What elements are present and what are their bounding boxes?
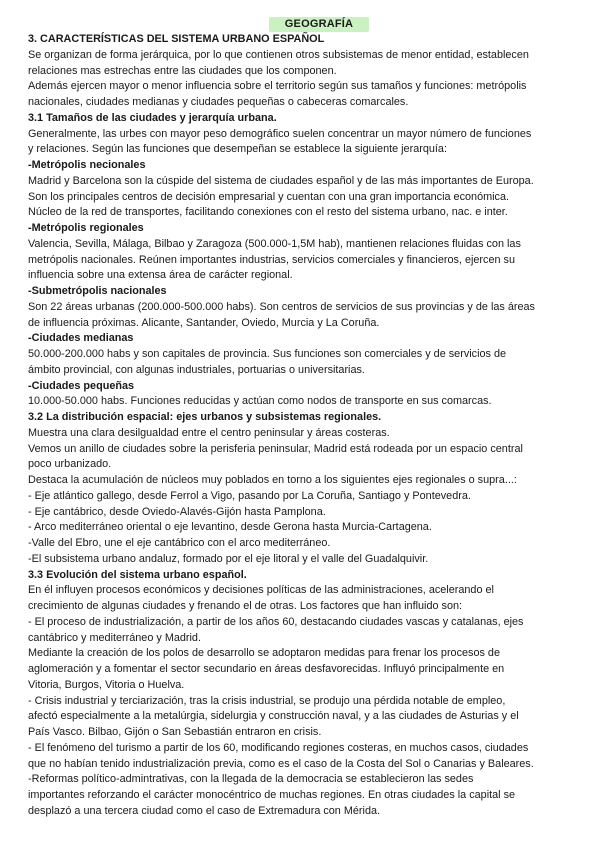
text-line: relaciones mas estrechas entre las ciudades que los componen.: [28, 64, 337, 77]
text-line: Mediante la creación de los polos de desarrollo se adoptaron medidas para frenar los procesos de: [28, 647, 500, 660]
text-line: 10.000-50.000 habs. Funciones reducidas y actúan como nodos de transporte en sus comarcas.: [28, 395, 492, 408]
section-heading: -Ciudades pequeñas: [28, 379, 135, 392]
section-heading: 3. CARACTERÍSTICAS DEL SISTEMA URBANO ESPAÑOL: [28, 33, 325, 45]
text-line: -Valle del Ebro, une el eje cantábrico con el arco mediterráneo.: [28, 537, 331, 549]
text-line: afectó especialmente a la metalúrgia, sidelurgia y construcción naval, y a las ciudades de Asturias y el: [28, 710, 519, 723]
text-line: Además ejercen mayor o menor influencia sobre el territorio según sus tamaños y funciones: metrópolis: [28, 80, 527, 93]
text-line: País Vasco. Bilbao, Gijón o San Sebastián entraron en crisis.: [28, 726, 322, 738]
section-heading: -Ciudades medianas: [28, 332, 134, 345]
text-line: En él influyen procesos económicos y decisiones políticas de las administraciones, acelerando el: [28, 584, 494, 597]
subject-title: GEOGRAFÍA: [269, 17, 369, 32]
text-line: - Eje cantábrico, desde Oviedo-Alavés-Gijón hasta Pamplona.: [28, 505, 326, 518]
text-line: metrópolis nacionales. Reúnen importantes industrias, servicios comerciales y financieros, ejercen su: [28, 253, 515, 266]
text-line: Son 22 áreas urbanas (200.000-500.000 habs). Son centros de servicios de sus provincias y de las áreas: [28, 300, 535, 313]
text-line: cantábrico y mediterráneo y Madrid.: [28, 631, 201, 644]
text-line: Vitoria, Burgos, Vitoria o Huelva.: [28, 678, 185, 691]
text-line: y relaciones. Según las funciones que desempeñan se establece la siguiente jerarquía:: [28, 143, 447, 156]
text-line: Madrid y Barcelona son la cúspide del sistema de ciudades español y de las más importantes de Europa.: [28, 174, 534, 187]
text-line: crecimiento de algunas ciudades y frenando el de otras. Los factores que han influido son:: [28, 600, 463, 612]
section-heading: 3.2 La distribución espacial: ejes urbanos y subsistemas regionales.: [28, 411, 382, 423]
text-line: -El subsistema urbano andaluz, formado por el eje litoral y el valle del Guadalquivir.: [28, 552, 429, 565]
document-body: [28, 32, 584, 820]
text-line: de influencia próximas. Alicante, Santander, Oviedo, Murcia y La Coruña.: [28, 316, 380, 329]
text-line: - Eje atlántico gallego, desde Ferrol a Vigo, pasando por La Coruña, Santiago y Pontevedra.: [28, 489, 471, 502]
text-line: Muestra una clara desilgualdad entre el centro peninsular y áreas costeras.: [28, 426, 390, 439]
text-line: Generalmente, las urbes con mayor peso demográfico suelen concentrar un mayor número de funciones: [28, 127, 532, 140]
section-heading: -Metrópolis necionales: [28, 159, 146, 171]
text-line: que no habían tenido industrialización previa, como es el caso de la Costa del Sol o Canarias y Baleares.: [28, 757, 534, 770]
text-line: - Arco mediterráneo oriental o eje levantino, desde Gerona hasta Murcia-Cartagena.: [28, 521, 432, 534]
text-line: 50.000-200.000 habs y son capitales de provincia. Sus funciones son comerciales y de servicios de: [28, 348, 507, 360]
text-line: - El proceso de industrialización, a partir de los años 60, destacando ciudades vascas y catalanas, ejes: [28, 615, 524, 628]
text-line: aglomeración y a fomentar el sector secundario en áreas desfavorecidas. Influyó principalmente en: [28, 663, 505, 675]
text-line: ámbito provincial, con algunas industriales, portuarias o universitarias.: [28, 363, 365, 376]
text-line: Vemos un anillo de ciudades sobre la perisferia peninsular, Madrid está rodeada por un espacio central: [28, 442, 523, 455]
text-line: Valencia, Sevilla, Málaga, Bilbao y Zaragoza (500.000-1,5M hab), mantienen relaciones fluidas con las: [28, 237, 521, 250]
text-line: poco urbanizado.: [28, 458, 112, 471]
text-line: Se organizan de forma jerárquica, por lo que contienen otros subsistemas de menor entidad, establecen: [28, 48, 529, 61]
text-line: - El fenómeno del turismo a partir de los 60, modificando regiones costeras, en muchos casos, ciudades: [28, 741, 529, 754]
text-line: desplazó a una tercera ciudad como el caso de Extremadura con Mérida.: [28, 804, 381, 817]
text-line: importantes reforzando el carácter monocéntrico de muchas regiones. En otras ciudades la capital se: [28, 789, 516, 801]
text-line: -Reformas político-admintrativas, con la llegada de la democracia se establecieron las sedes: [28, 773, 474, 786]
text-line: - Crisis industrial y terciarización, tras la crisis industrial, se produjo una pérdida notable de empleo,: [28, 694, 506, 707]
section-heading: 3.1 Tamaños de las ciudades y jerarquía urbana.: [28, 111, 277, 124]
section-heading: 3.3 Evolución del sistema urbano español.: [28, 568, 247, 581]
text-line: Destaca la acumulación de núcleos muy poblados en torno a los siguientes ejes regionales o supra...:: [28, 474, 517, 486]
section-heading: -Submetrópolis nacionales: [28, 285, 167, 297]
text-line: Núcleo de la red de transportes, facilitando conexiones con el resto del sistema urbano, nac. e inter.: [28, 206, 508, 219]
header: [28, 14, 584, 32]
text-line: nacionales, ciudades medianas y ciudades pequeñas o cabeceras comarcales.: [28, 96, 409, 108]
text-line: Son los principales centros de decisión empresarial y cuentan con una gran importancia económica.: [28, 190, 510, 203]
text-line: influencia sobre una extensa área de carácter regional.: [28, 269, 293, 282]
section-heading: -Metrópolis regionales: [28, 222, 144, 234]
